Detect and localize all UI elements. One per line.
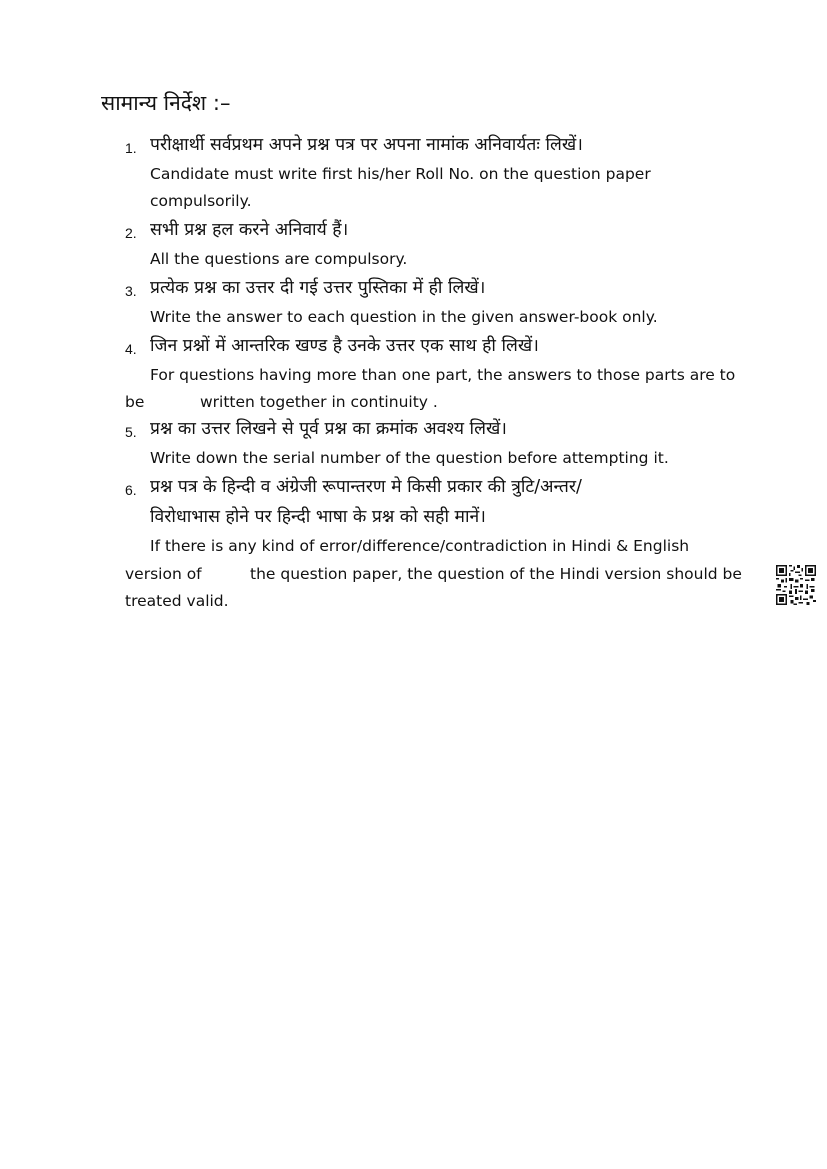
english-line: be [125, 393, 145, 411]
english-line: the question paper, the question of the Hindi version should be [250, 565, 742, 583]
english-line: All the questions are compulsory. [150, 250, 408, 268]
hindi-line: प्रश्न का उत्तर लिखने से पूर्व प्रश्न का क्रमांक अवश्य लिखें। [150, 419, 507, 439]
item-number: 5. [125, 424, 137, 440]
page-heading: सामान्य निर्देश :– [101, 91, 231, 115]
english-line: If there is any kind of error/difference/contradiction in Hindi & English [150, 537, 690, 555]
english-line: written together in continuity . [200, 393, 438, 411]
item-number: 4. [125, 341, 137, 357]
item-number: 1. [125, 140, 137, 156]
english-line: treated valid. [125, 592, 229, 610]
english-line: version of [125, 565, 202, 583]
english-line: Write down the serial number of the question before attempting it. [150, 449, 669, 467]
english-line: For questions having more than one part, the answers to those parts are to [150, 366, 736, 384]
english-line: Candidate must write first his/her Roll No. on the question paper [150, 165, 651, 183]
hindi-line: परीक्षार्थी सर्वप्रथम अपने प्रश्न पत्र पर अपना नामांक अनिवार्यतः लिखें। [150, 135, 583, 155]
hindi-line: प्रत्येक प्रश्न का उत्तर दी गई उत्तर पुस्तिका में ही लिखें। [150, 278, 486, 298]
hindi-line: सभी प्रश्न हल करने अनिवार्य हैं। [150, 220, 349, 240]
qr-code-icon [776, 565, 816, 605]
item-number: 2. [125, 225, 137, 241]
item-number: 6. [125, 482, 137, 498]
hindi-line: प्रश्न पत्र के हिन्दी व अंग्रेजी रूपान्तरण मे किसी प्रकार की त्रुटि/अन्तर/ [150, 477, 582, 497]
hindi-line: विरोधाभास होने पर हिन्दी भाषा के प्रश्न को सही मानें। [150, 507, 486, 527]
item-number: 3. [125, 283, 137, 299]
hindi-line: जिन प्रश्नों में आन्तरिक खण्ड है उनके उत्तर एक साथ ही लिखें। [150, 336, 539, 356]
english-line: Write the answer to each question in the given answer-book only. [150, 308, 658, 326]
english-line: compulsorily. [150, 192, 252, 210]
